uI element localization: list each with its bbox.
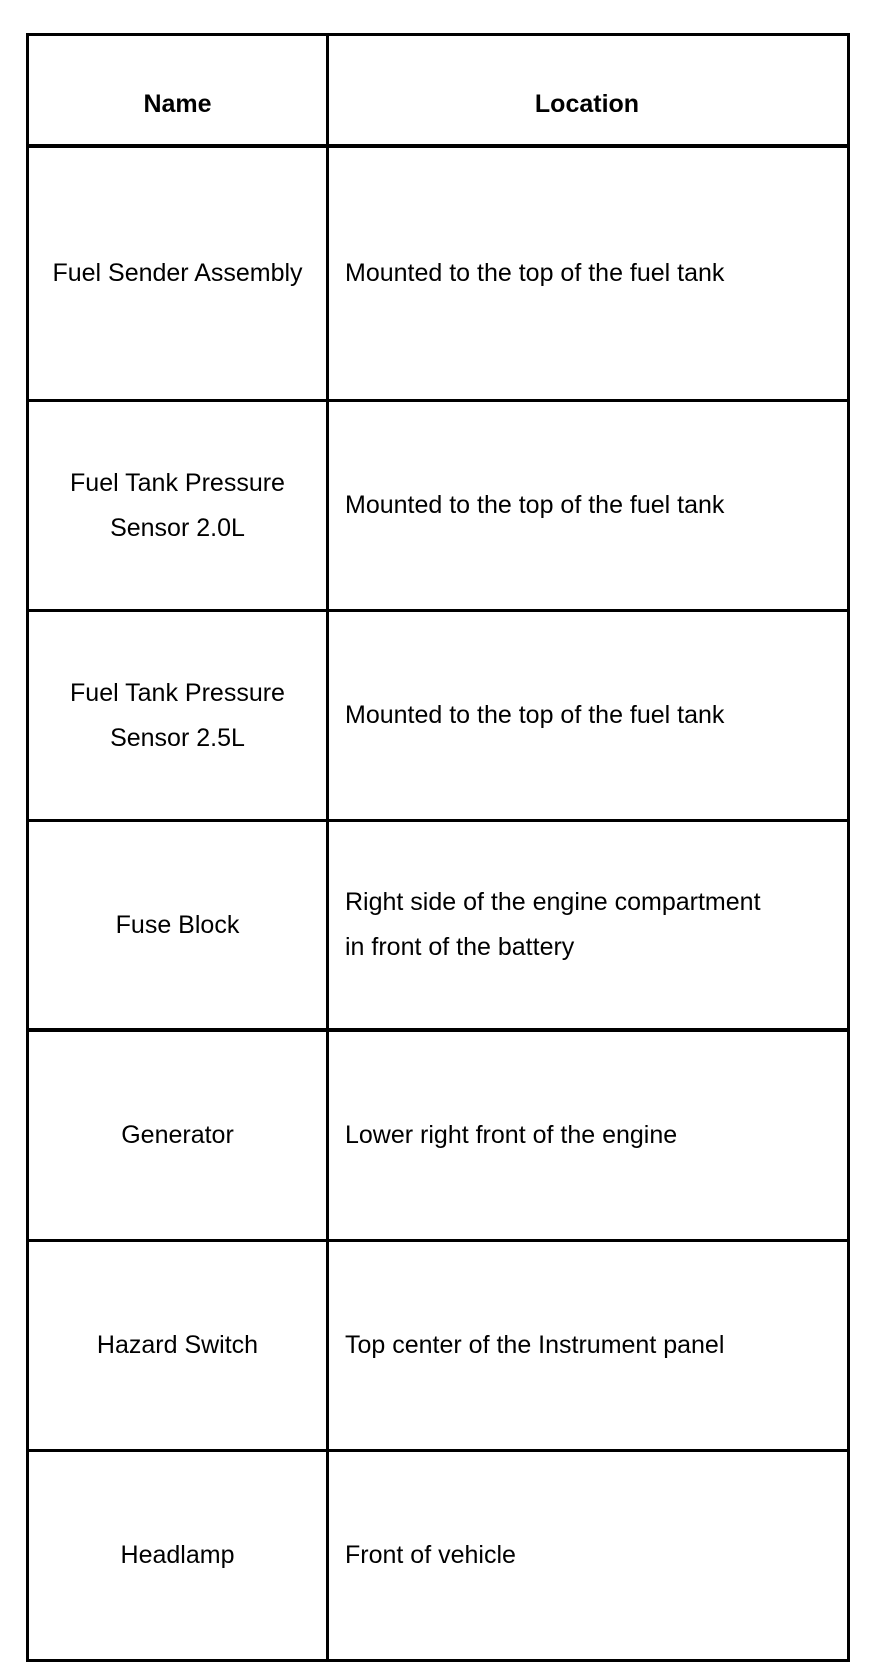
location-cell bbox=[329, 402, 850, 609]
table-row bbox=[29, 612, 850, 822]
component-location: Lower right front of the engine bbox=[345, 1121, 678, 1149]
name-cell bbox=[29, 1452, 329, 1659]
table-row bbox=[29, 1452, 850, 1662]
component-location: Mounted to the top of the fuel tank bbox=[345, 491, 725, 519]
component-location: Front of vehicle bbox=[345, 1541, 516, 1569]
component-location: Mounted to the top of the fuel tank bbox=[345, 259, 725, 287]
location-cell bbox=[329, 612, 850, 819]
name-cell bbox=[29, 822, 329, 1028]
component-location-table bbox=[26, 33, 850, 1662]
table-row bbox=[29, 1032, 850, 1242]
location-cell bbox=[329, 1242, 850, 1449]
table-row bbox=[29, 402, 850, 612]
name-cell bbox=[29, 612, 329, 819]
table-row bbox=[29, 148, 850, 402]
component-name: Fuel Tank Pressure Sensor 2.5L bbox=[70, 678, 285, 752]
name-cell bbox=[29, 1242, 329, 1449]
component-location: Top center of the Instrument panel bbox=[345, 1331, 725, 1359]
component-name: Headlamp bbox=[120, 1541, 235, 1569]
name-cell bbox=[29, 402, 329, 609]
component-name: Fuel Sender Assembly bbox=[52, 259, 303, 287]
component-name: Fuse Block bbox=[115, 910, 240, 939]
location-cell bbox=[329, 822, 850, 1028]
header-name-label: Name bbox=[143, 89, 212, 118]
location-cell bbox=[329, 1032, 850, 1239]
table-row bbox=[29, 822, 850, 1032]
location-cell bbox=[329, 1452, 850, 1659]
component-name: Fuel Tank Pressure Sensor 2.0L bbox=[70, 468, 285, 542]
component-location: Right side of the engine compartment in front of the battery bbox=[345, 888, 761, 961]
header-name bbox=[29, 36, 329, 144]
component-location: Mounted to the top of the fuel tank bbox=[345, 701, 725, 729]
header-location bbox=[329, 36, 850, 144]
table-header-row bbox=[29, 36, 850, 148]
name-cell bbox=[29, 1032, 329, 1239]
header-location-label: Location bbox=[534, 89, 640, 118]
component-name: Hazard Switch bbox=[96, 1331, 259, 1359]
table-row bbox=[29, 1242, 850, 1452]
component-name: Generator bbox=[121, 1121, 234, 1149]
location-cell bbox=[329, 148, 850, 399]
name-cell bbox=[29, 148, 329, 399]
